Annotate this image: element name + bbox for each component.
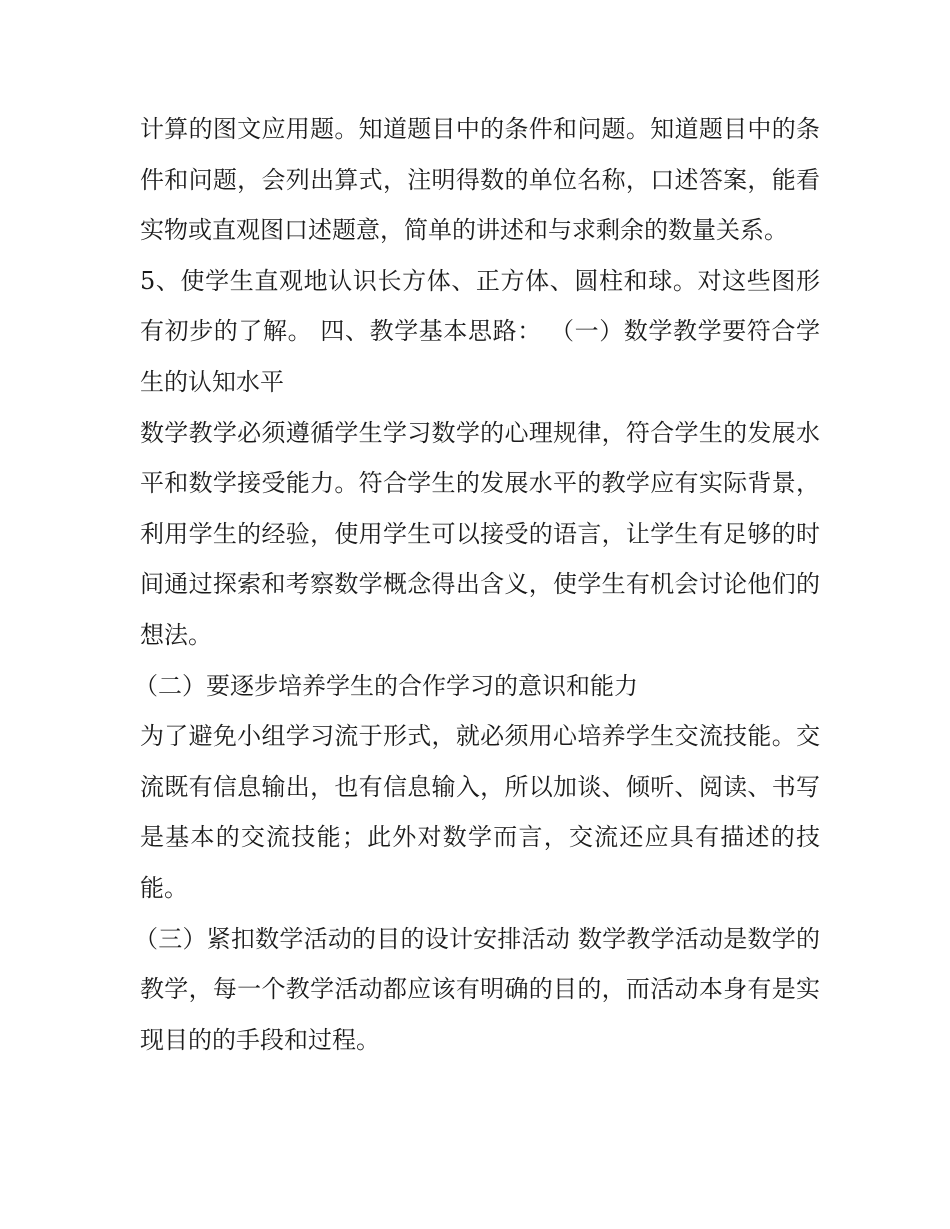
paragraph-communication-skills: 为了避免小组学习流于形式，就必须用心培养学生交流技能。交流既有信息输出，也有信息输入，所以加谈、倾听、阅读、书写是基本的交流技能；此外对数学而言，交流还应具有描述的技能。 [140, 722, 820, 902]
paragraph-activity-purpose: （三）紧扣数学活动的目的设计安排活动 数学教学活动是数学的教学，每一个教学活动都应该有明确的目的，而活动本身有是实现目的的手段和过程。 [134, 924, 820, 1054]
paragraph-cognitive-level: 数学教学必须遵循学生学习数学的心理规律，符合学生的发展水平和数学接受能力。符合学生的发展水平的教学应有实际背景，利用学生的经验，使用学生可以接受的语言，让学生有足够的时间通过探索和考察数学概念得出含义，使学生有机会讨论他们的想法。 [140, 418, 820, 649]
heading-cooperative-learning: （二）要逐步培养学生的合作学习的意识和能力 [134, 671, 638, 700]
paragraph-solid-shapes: 5、使学生直观地认识长方体、正方体、圆柱和球。对这些图形有初步的了解。 四、教学基本思路： （一）数学教学要符合学生的认知水平 [140, 266, 820, 396]
paragraph-word-problems: 计算的图文应用题。知道题目中的条件和问题。知道题目中的条件和问题，会列出算式，注明得数的单位名称，口述答案，能看实物或直观图口述题意，简单的讲述和与求剩余的数量关系。 [140, 115, 820, 245]
document-body [134, 104, 820, 1065]
